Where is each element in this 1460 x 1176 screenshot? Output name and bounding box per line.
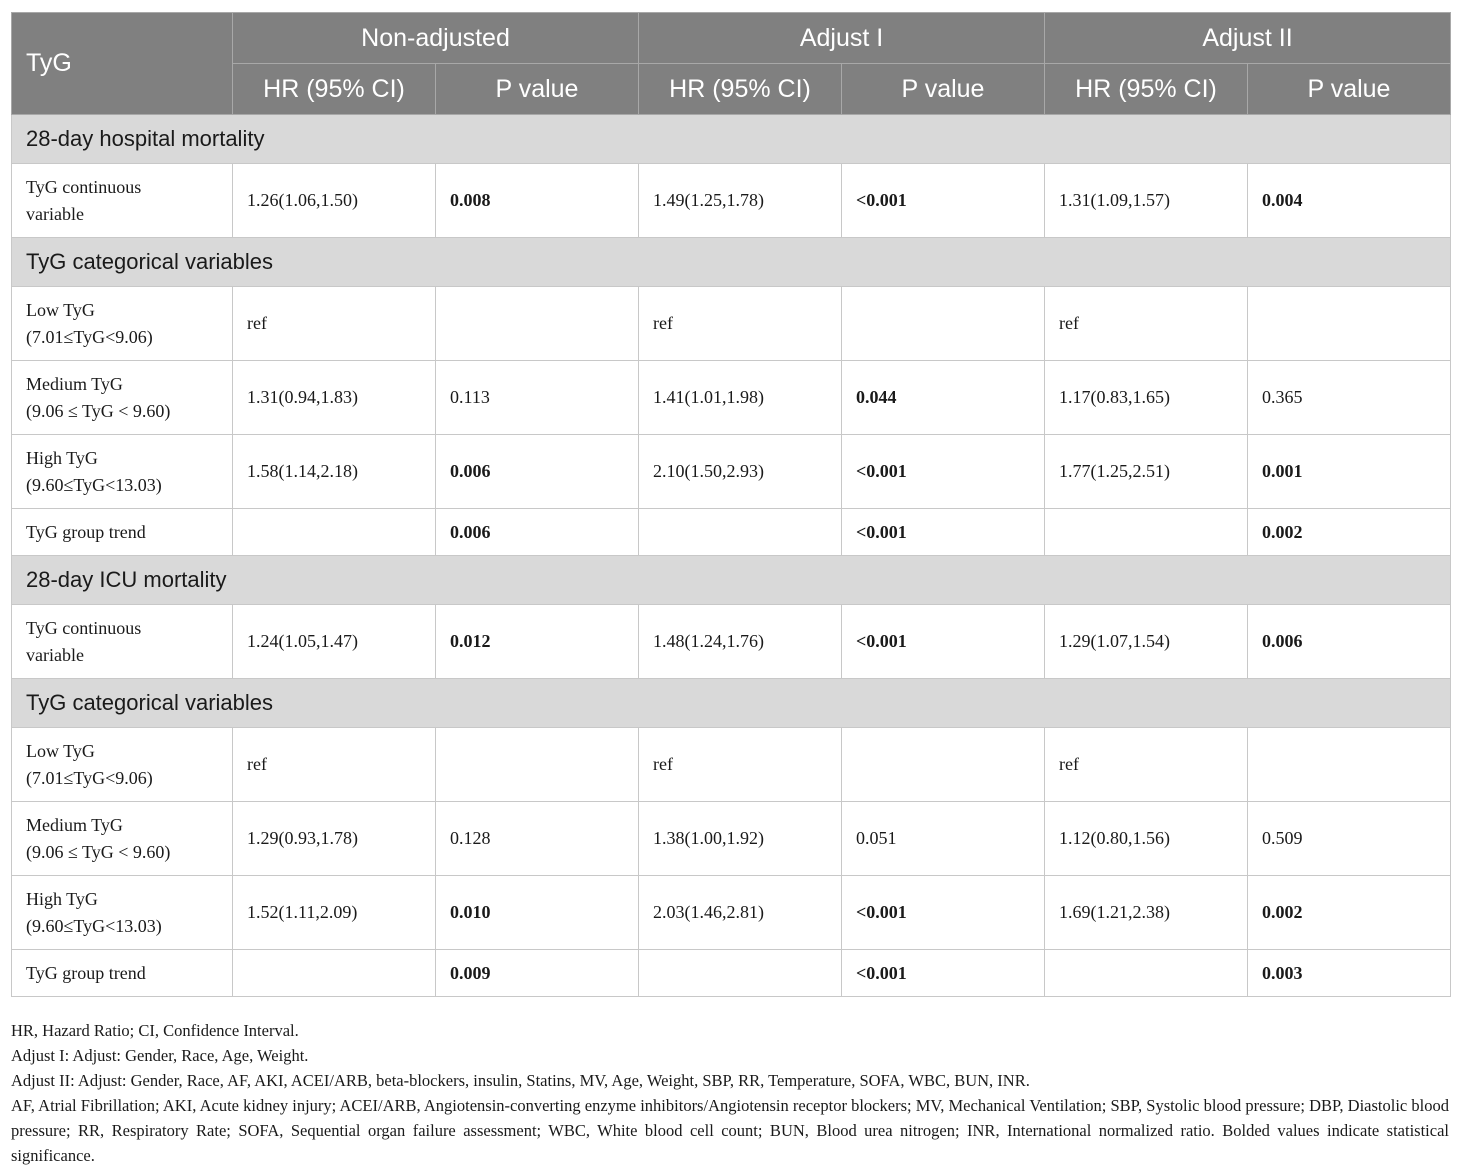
p-value-cell: <0.001 <box>842 509 1045 556</box>
hr-cell <box>233 950 436 997</box>
table-row <box>12 361 1451 435</box>
row-label <box>12 164 233 238</box>
table-row <box>12 876 1451 950</box>
hr-cell: 1.58(1.14,2.18) <box>233 435 436 509</box>
row-label <box>12 435 233 509</box>
p-value-cell: <0.001 <box>842 876 1045 950</box>
row-label <box>12 605 233 679</box>
subheader-p-value: P value <box>842 64 1045 115</box>
section-title: 28-day ICU mortality <box>12 556 1451 605</box>
row-label-line: variable <box>26 203 84 224</box>
row-label-line: (7.01≤TyG<9.06) <box>26 326 153 347</box>
section-title: TyG categorical variables <box>12 238 1451 287</box>
hazard-ratio-table <box>11 12 1451 997</box>
p-value-cell: 0.509 <box>1248 802 1451 876</box>
p-value-cell: 0.006 <box>436 509 639 556</box>
hr-cell: 1.38(1.00,1.92) <box>639 802 842 876</box>
hr-cell <box>233 509 436 556</box>
row-label-line: TyG continuous <box>26 617 142 638</box>
group-header-non-adjusted: Non-adjusted <box>233 13 639 64</box>
table-row <box>12 164 1451 238</box>
p-value-cell: 0.113 <box>436 361 639 435</box>
p-value-cell: 0.008 <box>436 164 639 238</box>
row-label <box>12 950 233 997</box>
table-row <box>12 435 1451 509</box>
results-table-container <box>11 12 1449 997</box>
subheader-hr: HR (95% CI) <box>1045 64 1248 115</box>
hr-cell <box>1045 950 1248 997</box>
hr-cell: ref <box>1045 728 1248 802</box>
row-label-line: Medium TyG <box>26 814 123 835</box>
p-value-cell: 0.009 <box>436 950 639 997</box>
row-label-line: Low TyG <box>26 299 95 320</box>
hr-cell: 2.10(1.50,2.93) <box>639 435 842 509</box>
table-footnotes <box>11 1018 1449 1168</box>
group-header-adjust-ii: Adjust II <box>1045 13 1451 64</box>
hr-cell <box>639 509 842 556</box>
hr-cell: ref <box>1045 287 1248 361</box>
hr-cell: 1.17(0.83,1.65) <box>1045 361 1248 435</box>
p-value-cell <box>1248 287 1451 361</box>
row-label <box>12 728 233 802</box>
p-value-cell: 0.012 <box>436 605 639 679</box>
row-label-header: TyG <box>12 13 233 115</box>
row-label-line: (7.01≤TyG<9.06) <box>26 767 153 788</box>
table-row <box>12 509 1451 556</box>
table-row <box>12 605 1451 679</box>
p-value-cell: <0.001 <box>842 435 1045 509</box>
table-row <box>12 802 1451 876</box>
row-label <box>12 509 233 556</box>
hr-cell: 2.03(1.46,2.81) <box>639 876 842 950</box>
p-value-cell: 0.006 <box>436 435 639 509</box>
row-label-line: TyG continuous <box>26 176 142 197</box>
hr-cell: 1.26(1.06,1.50) <box>233 164 436 238</box>
p-value-cell: 0.002 <box>1248 876 1451 950</box>
hr-cell: 1.41(1.01,1.98) <box>639 361 842 435</box>
hr-cell <box>1045 509 1248 556</box>
p-value-cell <box>842 287 1045 361</box>
p-value-cell: <0.001 <box>842 605 1045 679</box>
table-row <box>12 287 1451 361</box>
table-row <box>12 728 1451 802</box>
hr-cell: ref <box>233 287 436 361</box>
row-label <box>12 802 233 876</box>
footnote: HR, Hazard Ratio; CI, Confidence Interval. <box>11 1021 299 1040</box>
table-row <box>12 950 1451 997</box>
section-row <box>12 238 1451 287</box>
section-row <box>12 556 1451 605</box>
section-row <box>12 679 1451 728</box>
p-value-cell: 0.365 <box>1248 361 1451 435</box>
p-value-cell: 0.051 <box>842 802 1045 876</box>
p-value-cell: 0.001 <box>1248 435 1451 509</box>
section-row <box>12 115 1451 164</box>
hr-cell: 1.69(1.21,2.38) <box>1045 876 1248 950</box>
footnote: AF, Atrial Fibrillation; AKI, Acute kidney injury; ACEI/ARB, Angiotensin-converting enzyme inhibitors/Angiotensin receptor blockers; MV, Mechanical Ventilation; SBP, Systolic blood pressure; DBP, Diastolic blood pressure; RR, Respiratory Rate; SOFA, Sequential organ failure assessment; WBC, White blood cell count; BUN, Blood urea nitrogen; INR, International normalized ratio. Bolded values indicate statistical significance. <box>11 1096 1449 1165</box>
p-value-cell: 0.044 <box>842 361 1045 435</box>
hr-cell: 1.48(1.24,1.76) <box>639 605 842 679</box>
hr-cell: ref <box>639 728 842 802</box>
hr-cell <box>639 950 842 997</box>
row-label-line: (9.60≤TyG<13.03) <box>26 915 162 936</box>
hr-cell: 1.31(1.09,1.57) <box>1045 164 1248 238</box>
p-value-cell: 0.002 <box>1248 509 1451 556</box>
hr-cell: 1.31(0.94,1.83) <box>233 361 436 435</box>
hr-cell: 1.49(1.25,1.78) <box>639 164 842 238</box>
row-label-line: High TyG <box>26 447 98 468</box>
p-value-cell <box>436 287 639 361</box>
row-label-line: TyG group trend <box>26 521 146 542</box>
row-label-line: (9.60≤TyG<13.03) <box>26 474 162 495</box>
p-value-cell <box>842 728 1045 802</box>
hr-cell: 1.77(1.25,2.51) <box>1045 435 1248 509</box>
p-value-cell <box>1248 728 1451 802</box>
row-label <box>12 287 233 361</box>
hr-cell: 1.12(0.80,1.56) <box>1045 802 1248 876</box>
p-value-cell: <0.001 <box>842 950 1045 997</box>
p-value-cell <box>436 728 639 802</box>
p-value-cell: 0.003 <box>1248 950 1451 997</box>
p-value-cell: 0.010 <box>436 876 639 950</box>
section-title: 28-day hospital mortality <box>12 115 1451 164</box>
row-label-line: (9.06 ≤ TyG < 9.60) <box>26 841 171 862</box>
hr-cell: ref <box>639 287 842 361</box>
table-body <box>12 115 1451 997</box>
subheader-hr: HR (95% CI) <box>233 64 436 115</box>
row-label-line: Low TyG <box>26 740 95 761</box>
row-label-line: TyG group trend <box>26 962 146 983</box>
p-value-cell: 0.004 <box>1248 164 1451 238</box>
hr-cell: ref <box>233 728 436 802</box>
group-header-adjust-i: Adjust I <box>639 13 1045 64</box>
p-value-cell: 0.128 <box>436 802 639 876</box>
p-value-cell: 0.006 <box>1248 605 1451 679</box>
p-value-cell: <0.001 <box>842 164 1045 238</box>
row-label-line: High TyG <box>26 888 98 909</box>
footnote: Adjust II: Adjust: Gender, Race, AF, AKI, ACEI/ARB, beta-blockers, insulin, Statins, MV, Age, Weight, SBP, RR, Temperature, SOFA, WBC, BUN, INR. <box>11 1071 1030 1090</box>
row-label-line: Medium TyG <box>26 373 123 394</box>
section-title: TyG categorical variables <box>12 679 1451 728</box>
subheader-p-value: P value <box>1248 64 1451 115</box>
hr-cell: 1.29(1.07,1.54) <box>1045 605 1248 679</box>
hr-cell: 1.29(0.93,1.78) <box>233 802 436 876</box>
row-label <box>12 876 233 950</box>
subheader-hr: HR (95% CI) <box>639 64 842 115</box>
row-label <box>12 361 233 435</box>
hr-cell: 1.24(1.05,1.47) <box>233 605 436 679</box>
hr-cell: 1.52(1.11,2.09) <box>233 876 436 950</box>
row-label-line: variable <box>26 644 84 665</box>
row-label-line: (9.06 ≤ TyG < 9.60) <box>26 400 171 421</box>
footnote: Adjust I: Adjust: Gender, Race, Age, Weight. <box>11 1046 309 1065</box>
subheader-p-value: P value <box>436 64 639 115</box>
